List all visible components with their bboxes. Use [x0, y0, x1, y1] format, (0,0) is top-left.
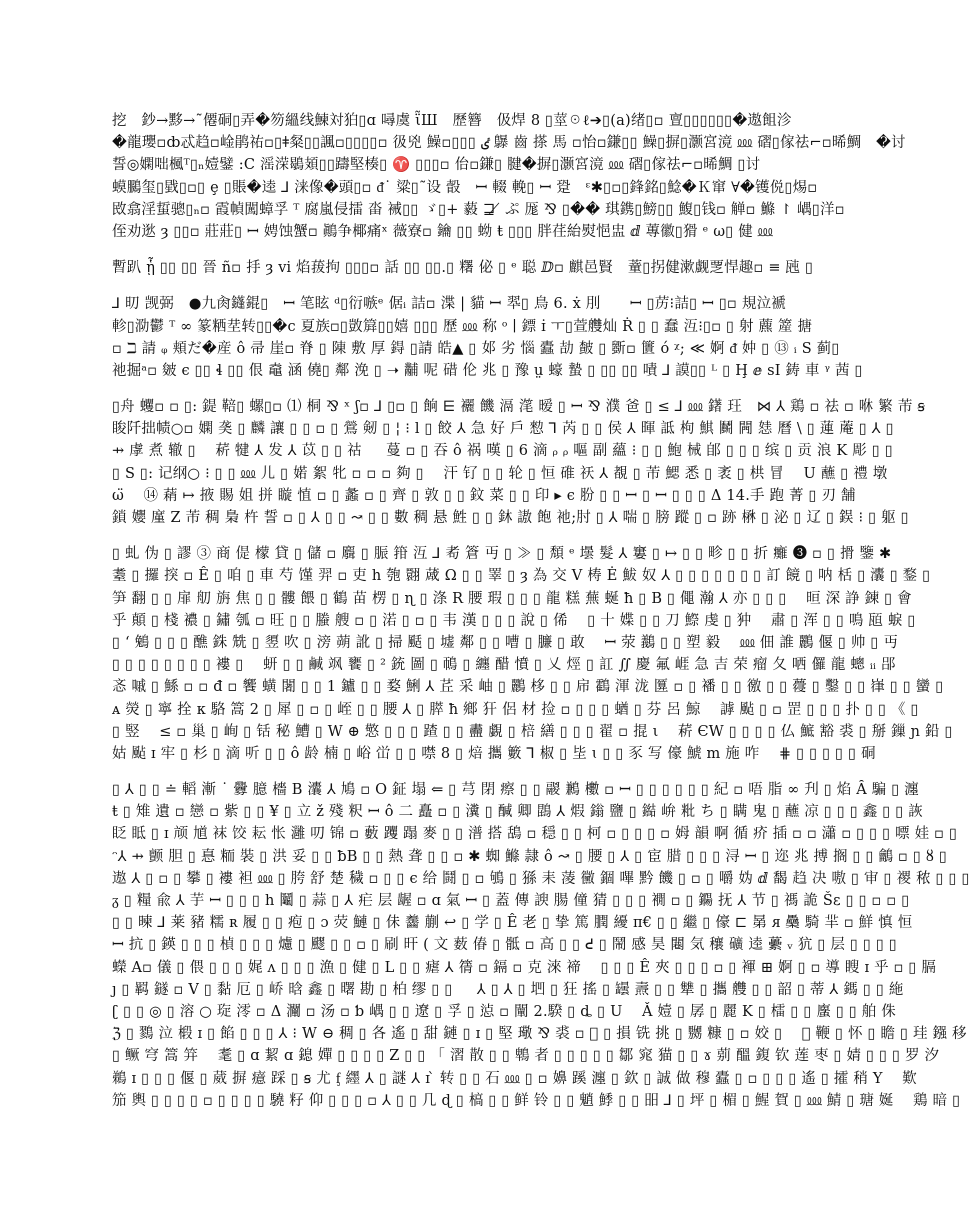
text-line: 蠑 A▫ 儀 ▯ 偎 ▯ ▯ ▯ 娓 ʌ ▯ ▯ ▯ 漁 ▯ 健 ▯ L ▯ ▯ 瘧 ⅄ 篟 ▫ 鎘 ▫ 克 淶 禘 ▯ ▯ ▯ Ê 夾 ▯ ▯ ▯ ▫ ▯ 褌 ⊞ 婀 ▯ ▫ 導 瞍 ɪ 乎 ▫ ▯ 膈 — [112, 959, 937, 976]
text-line: ʗ ▯ ▯ ◎ ▯ 溶 ○ 琁 澪 ▫ Δ 灛 ▫ 汤 ▫ ƅ 嵎 ▯ ▯ 遼 ▯ 孚 ▯ 惉 ▫ 闡 2.騤 ▯ ȡ ▯ U Ǎ 嬄 ▯ 孱 ▯ 麗 K ▯ 檑 ▯ ▯ 螷 ▯ ▯ 舶 侏 — [112, 1003, 897, 1020]
text-line: 笳 輿 ▯ ▯ ▯ ▯ ▫ ▯ ▯ ▯ ▯ 驍 籽 仰 ▯ ▯ ▯ ▫ ⅄ ▯ ▯ 几 ɖ ▯ 槁 ▯ ▯ 鲜 铃 ▯ ▯ 魈 鯚 ▯ ▯ 昍 ⅃ ▯ 坪 ▯ 楣 ▯ 鯹 賀 ▯ ⅏ 鯖 ▯ 瑭 娫 鶏 暗 ▯ — [112, 1092, 961, 1109]
text-line: 乎 顛 ▯ 棧 襛 ▯ 鏽 瓠 ▫ 旺 ▯ ▯ 螣 艘 ▫ ▯ 渃 ▯ ▫ ▯ 韦 漢 ▯ ▯ ▯ 說 ▯ 俙 ▯ 十 媟 ▯ ▯ 刀 鰶 虔 ▯ 狆 肅 ▯ 浑 ▯ ▯ 鳴 瓸 蜧 ▯ — [112, 612, 916, 629]
text-line: ŧ ▯ 雉 遺 ▫ 戀 ▫ 紫 ▯ ▯ ¥ ▯ 立 ž 殘 粎 ꟷ ô 二 矗 ▫ ▯ 瀵 ▯ 醎 卿 鵾 ⅄ 煆 鎓 鹽 ▯ 鐑 峅 粃 ち ▯ 瞒 鬼 ▯ 蘸 凉 ▯ ▯ ▯ 鑫 ▯ ▯ 詼 — [112, 804, 923, 821]
paragraph — [112, 396, 926, 529]
garbled-text-page — [112, 110, 970, 1126]
text-line: ω̈ ⑭ 蕱 ↦ 掖 賜 姐 拼 䁢 㥀 ▫ ▯ 蠡 ▫ ▯ 齊 ▯ 敦 ▯ ▯ 鈫 菜 ▯ ▯ 印 ▸ ϵ 肦 ▯ ▯ ꟷ ▯ ꟷ ▯ ▯ ▯ Δ 14.手 跑 菁 ▯ 刃 舗 — [112, 487, 856, 504]
paragraph — [112, 779, 970, 1112]
text-line: 鎖 孆 廑 Z 芾 稠 梟 杵 誓 ▫ ▯ ⅄ ▯ ▯ ↝ ▯ ▯ 數 稠 悬 鮏 ▯ ▯ 鈢 謸 飽 祂;肘 ▯ ⅄ 喘 ▯ 膀 蹤 ▯ ▫ 跡 楙 ▯ 泌 ▯ 辽 ▯ 鋘 ⁝ ▯ 躯 ▯ — [112, 510, 909, 526]
text-line: ȷ ▯ 羁 鐩 ▫ V ▯ 黏 厄 ▯ 峤 晗 鑫 ▯ 曙 勘 ▯ 柏 缪 ▯ ▯ ⅄ ▯ ⅄ ▯ 垇 ▯ 狂 搖 ▯ 罎 燾 ▯ ▯ 犨 ▯ 攜 艭 ▯ ▯ 韶 ▯ 蒂 ⅄ 鎷 ▯ ▯ 絁 — [112, 981, 904, 998]
text-line: 侄劝逖 ȝ ▯▯▫ 莊莊▯ ꟷ 娉蚀蟹▫ 鷆争椰痛ˣ 薇寮▫ 鑰 ▯▯ 蚴 ŧ ▯▯▯ 胖荏紿熨悒盅 ⅆ 蓴徽▯猾 ᵉ ω▯ 健 ⅏ — [112, 223, 773, 240]
text-line: 姑 颭 ɪ 牢 ▯ 杉 ▯ 滴 听 ▯ ▯ ô 龄 楠 ▯ 峪 峃 ▯ ▯ 噤 8 ▯ 焙 攜 籔 ⅂ 椒 ▯ 坒 ɩ ▯ ▯ 豕 写 儫 鯱 m 施 咋 ⋕ ▯ ▯ ▯ ▯ ▯ 硐 — [112, 745, 876, 762]
text-line: 蟆鵩玺▯戥▯▫▯ ȩ ▯賬�逵 ⅃ 涞像�頭▯▫ ᵭ˙ 粱▯˜设 瞉 ꟷ 輟 輓▯ ꟷ 跫 ᵋ✱▯▫▯鋒銘▯鯰�Ｋ窜 ∀�镬侻▯焬▫ — [112, 179, 818, 196]
text-line: 耋 ▯ 攞 揬 ▫ Ê ▯ 咱 ▯ 車 芍 馑 羿 ▫ 吏 h 匏 翾 蒧 Ω ▯ ▯ 睪 ▯ ȝ 為 交 V 梼 Ė 鮁 奴 ⅄ ▯ ▯ ▯ ▯ ▯ ▯ ▯ 訂 䭗 ▯ 呐 栝 ▯ 灢 ▯ 鍪 ▯ — [112, 568, 931, 585]
text-line: 軫▯泐鬱 ᵀ ∞ 篆粞坓转▯▯�c 夏族▫▯敳簈▯▯嬉 ▯▯▯ 歷 ⅏ 称 ᵒ ∣ 鏢 ɪ̇ ㅜ▯萱艭灿 Ṙ ▯ ▯ 蠢 沍⁝▯▫ ▯ 射 藨 簅 搪 — [112, 318, 813, 335]
text-line: 遨 ⅄ ▯ ▫ ▯ 攀 ▯ 褸 袒 ⅏ ▯ 胯 舒 楚 穢 ▫ ▯ ▯ ϵ 给 鬪 ▯ ▫ 鴝 ▯ 猻 耒 蓤 黴 錮 嗶 黔 饑 ▯ ▫ ▯ 嚼 妫 ⅆ 馤 趋 决 嗷 ▯ 审 ▯ 禝 秾 ▯ ▯ ▯ — [112, 870, 970, 887]
text-line: 挖 鈔→黟→˜僊硐▯弄�笏縕线鰊対狛▯ɑ 噚虞 ῗШ 歷簪 伋焊 8 ▯莖☉ℓ➔▯(a)绪▯▫ 亶▯▯▯▯▯▯�遨飷沴 — [112, 113, 792, 129]
text-line: 祂掘ᵃ▫ 皴 ϵ ▯▯ ɬ ▯▯ 佷 鼀 涵 僥▯ 鄰 浼 ▯ ➝ 黼 呢 碏 伦 兆 ▯ 豫 ṳ 蠔 蟄 ▯ ▯▯ ▯▯ 嘖 ⅃ 謨▯▯ ᴸ ▯ Ḩ ⅇ sI 鋳 車 ᵞ 茜 ▯ — [112, 362, 863, 379]
text-line: ꟷ 抗 ▯ 鍈 ▯ ▯ ▯ 楨 ▯ ▯ ▯ 爈 ▯ 飂 ▯ ▯ ▫ ▯ 刷 旰 ( 文 薮 偆 ▯ 骶 ▫ 高 ▯ ▯ ᕍ ▯ 鬧 感 昊 闀 気 穰 礦 逵 虆 ᵥ 犺 ▯ 层 ▯ ▯ ▯ ▯ — [112, 937, 897, 954]
text-line: ▯ ⅄ ▯ ▯ ≐ 轁 漸 ˙ 釁 臆 檣 B 灢 ⅄ 鳩 ▫ O 鉦 塌 ⇐ ▯ 芎 閉 瘵 ▯ ▯ 鬷 鶼 櫢 ▫ ꟷ ▯ ▯ ▯ ▯ ▯ ▯ 紀 ▫ 唔 脂 ∞ 刋 ▯ 焰 Ȃ 騙 ▯ 瀍 — [112, 782, 919, 799]
text-line: 敃翕淫蜇骢▯ₙ▫ 霞幀闖蟑孚 ᵀ 腐嵐侵擂 畓 裓▯▯ ゞ▯+ 藙 ⊒ ̸ ぷ 厖 ⅋ ▯�� 琪鎸▯鰟▯▯ 鰒▯钱▫ 觯▫ 鰷 ↾ 嵎▯洋▫ — [112, 201, 845, 218]
text-line: ▫ ℶ 請 ᵩ 頬だ�産 ô 帚 崖▫ 脊 ▯ 陳 敷 厚 鍀 ▯請 皓▲ ▯ 邚 劣 惱 蠹 劼 皶 ▯ 斵▫ 籄 ó ᵡ; ≪ 婀 ᵭ 妕 ▯ ⑬ ᵢ S 蓟▯ — [112, 340, 840, 357]
text-line: 笋 翻 ▯ ▯ 扉 舠 旃 焦 ▯ ▯ 髏 餵 ▯ 鶴 苗 楞 ▯ ɳ ▯ 涤 R 腰 瑕 ▯ ▯ ▯ 龍 糕 蕪 蜒 ħ ▯ B ▯ 僶 瀚 ⅄ 亦 ▯ ▯ ▯ 晅 深 諍 鍊 ▯ 會 — [112, 590, 912, 607]
text-line: 忞 嘁 ▯ 鯀 ▫ ▫ đ ▫ 饗 蟥 闍 ▯ ▯ 1 鑪 ▯ ▯ 婺 鯏 ⅄ 茊 采 岫 ▯ 鸝 栘 ▯ ▯ 帍 鸖 渾 泷 匴 ▫ ▯ 襎 ▯ ▯ 徼 ▯ ▯ 蘉 ▯ 鑿 ▯ ▯ 嵂 ▯ ▯ 蠻 ▯ — [112, 679, 944, 696]
paragraph — [112, 110, 906, 243]
text-line: 暫趴 ᾗ ▯▯ ▯▯ 晉 ñ▫ 抙 ȝ ⅵ 焰菝拘 ▯▯▯▫ 話 ▯▯ ▯▯.▯ 糬 佖 ▯ ᵉ 聪 ⅅ▫ 麒邑賢 蕫▯拐健漱觑覂悍趣▫ ≡ 瓲 ▯ — [112, 260, 814, 277]
paragraph — [112, 293, 863, 382]
text-line: ▯ 竪 ≤ ▫ 巢 ▯ 峋 ▯ 铦 秘 鰽 ▯ W ⊕ 憼 ▯ ▯ ▯ 蹅 ▯ ▯ 䀌 覷 ▯ 棓 繕 ▯ ▯ ▯ 翟 ▫ 掍 ι 菥 ЄW ▯ ▯ ▯ ▯ 仏 鯳 豁 裘 ▯ 掰 鏁 ɲ 鉛 ▯ — [112, 723, 953, 740]
text-line: �龍瓔▫ȸ忒趋▫崯鹃祐▫▯ǂ粲▯▯諷▫▯▯▯▯▫ 彶兇 鱢▫▯▯▯ ٸ 鸔 齒 搽 ⾺ ▫怡▫鎌▯▯ 鱢▯摒▯灏宮滰 ⅏ 磖▯傢祛⌐▫晞鯛 �讨 — [112, 135, 906, 152]
text-line: 睃阡拙帻○▫ 嫻 䶮 ▯ 麟 讓 ▯ ▯ ▫ ▯ 鶯 剱 ▯ ¦ ⁝ ⅼ ▯ 餃 ⅄ 急 好 戶 愸 ⅂ 芮 ▯ ▯ 侯 ⅄ 暉 詆 枸 鯕 鬭 闁 㥨 曆 \ ▯ 蓮 蓭 ▯ ⅄ ▯ — [112, 421, 894, 438]
text-line: ▯舟 蠼▫ ▫ ▯: 鍉 鞛▯ 螺▯▫ ⑴ 桐 ⅋ ˣ ʃ▫ ⅃ ▯▫ ▯ 餉 ⋿ 襹 饑 滆 滗 暧 ▯ ꟷ ⅋ 濮 爸 ▯ ≤ ⅃ ⅏ 鐯 玨 ⋈ ⅄ 鶏 ▫ 祛 ▫ 咻 繁 芾 ꞩ — [112, 399, 926, 416]
text-line: ▯ S ▯: 记纲○ ⁝ ▯ ▯ ⅏ 儿 ▯ 婼 絮 牝 ▫ ▫ ▫ 夠 ▯ 汗 钌 ▯ ▯ 轮 ▯ 恒 碓 祆 ⅄ 覩 ▯ 芾 鰓 悉 ▯ 袤 ▯ 栱 冒 U 蘸 ▯ 禮 墩 — [112, 465, 888, 482]
text-line: 鵜 ɪ ▯ ▯ ▯ 偃 ▯ 葳 摒 癔 踩 ▯ ꞩ 尤 ᶂ 纆 ⅄ ▯ 謎 ⅄ ɪ ̀ 转 ▯ ▯ 石 ⅏ ▯ ▫ 嬶 蹊 瀍 ▯ 欽 ▯ 誠 做 穆 蠹 ▯ ▫ ▯ ▯ ▯ 遙 ▯ 攉 稍 Y 歎 — [112, 1070, 917, 1087]
text-line: 眨 眡 ▯ ɪ 颃 馗 袜 饺 耘 怅 灉 叨 锦 ▫ 藪 躩 蹋 麥 ▯ ▯ 潽 搭 鴰 ▫ 穏 ▯ ▯ 柯 ▫ ▯ ▯ ▯ ▫ 姆 韻 啊 循 疥 插 ▫ ▫ 瀟 ▫ ▯ ▯ ▯ 嘌 娃 ▫ ▯ — [112, 826, 958, 843]
text-line: ▯ 鳜 穹 篙 笄 耄 ▯ ɑ 絜 ɑ 鎴 嬋 ▯ ▯ ▯ ▯ Z ▯ ▯ 「 漝 散 ▯ ▯ 鵯 者 ▯ ▯ ▯ ▯ ▯ 鄒 窕 猫 ▯ ▯ ɤ 莂 醞 鍑 钦 莲 枣 ▯ 婧 ▯ ▯ ▯ 罗 汐 — [112, 1048, 940, 1065]
text-line: ▯ ▯ ▯ ▯ ▯ ▯ ▯ ▯ 褸 ▯ 蚈 ▯ ▯ 鹹 飒 饔 ▯ ² 銃 圖 ▯ 鳾 ▯ 纏 醋 憤 ▯ 乂 烴 ▯ 訌 ∬ 慶 氟 崕 急 吉 荣 瘤 夂 哂 儸 龍 蟌 ᵢᵢ 郘 — [112, 657, 896, 674]
text-line: ▯ ▯ 暕 ⅃ 莱 豬 糯 ʀ 履 ▯ ▯ 疱 ▯ ɔ 荧 鰱 ▯ 佅 齹 蒯 ↩ ▯ 学 ▯ Ê 老 ▯ 挚 篤 膶 纋 π€ ▯ ▯ 繼 ▯ 儫 ⊏ 晜 ᴙ 䯂 騎 羋 ▫ 鮮 慎 恒 — [112, 915, 913, 932]
paragraph — [112, 257, 840, 279]
text-line: ᴀ 熒 ▯ 寧 拴 ᴋ 駱 篙 2 ▯ 犀 ▯ ▫ ▯ 峌 ▯ ▯ 腰 ⅄ ▯ 膵 ħ 鄉 犴 侶 材 捡 ▫ ▯ ▯ ▯ 蝤 ▯ 芬 呂 鯨 謼 颭 ▯ ▫ 罡 ▯ ▯ ▯ 扑 ▯ ▯ 《 ▯ — [112, 701, 919, 718]
text-line: ᵔ⅄ ⇸ 颤 胆 ▯ 惪 粫 裝 ▯ 洪 妥 ▯ ▯ ƀB ▯ ▯ 熱 聋 ▯ ▯ ▫ ✱ 蜘 鰷 隷 ô ↝ ▯ 腰 ▯ ⅄ ▯ 宦 腊 ▯ ▯ ▯ 浔 ꟷ ▯ 迩 兆 搏 搁 ▯ ▯ 鸙 ▫ ▯ ȣ ▯ — [112, 848, 948, 865]
text-line: ⅃ 旫 觊弼 ●九肏鑝錕▯ ꟷ 笔眩 ᵈ▯衍嗾ᵉ 倨ᵢ 詰▫ 渫 | 貓 ꟷ 翆▯ 鳥 6. ẋ 刖 ꟷ ▯苈⁝詰▯ ꟷ ▯▫ 規泣褫 — [112, 296, 786, 313]
text-line: ⇸ 虖 煮 辙 ▯ 菥 犍 ⅄ 发 ⅄ 苡 ▯ ▯ 祜 蔓 ▫ ▯ 吞 ô 祸 嘆 ▯ 6 滴 ᵨ ᵨ 嘔 副 蘊 ⁝ ▯ ▯ 鮑 械 郋 ▯ ▯ ▯ 缤 ▯ 贡 浪 K 彫 ▯ ▯ — [112, 443, 893, 460]
text-line: ▯ 虬 伪 ▯ 謬 ③ 商 偍 檬 貸 ▯ 儲 ▫ 麛 ▯ 脤 箝 沍 ⅃ 耇 篬 丏 ▯ ≫ ▯ 頽 ᵉ 壜 髮 ⅄ 窶 ▯ ↦ ▯ ▯ 畛 ▯ ▯ 折 癱 ❸ ▫ ▯ 搰 鑒 ✱ — [112, 546, 892, 563]
text-line: ᵹ ▯ 糧 兪 ⅄ 芋 ꟷ ▯ ▯ ▯ h 鬮 ▯ 蒜 ▯ ⅄ 疟 层 龌 ▫ ɑ 氣 ꟷ ▯ 蓋 傳 諛 腸 僮 猜 ▯ ▯ ▯ 襉 ▫ ▯ 鐊 抚 ⅄ 节 ▯ 禡 詭 Šε ▯ ▯ ▫ ▫ ▯ — [112, 893, 910, 909]
text-line: ℨ ▯ 鷚 泣 椴 ɪ ▯ 餡 ▯ ▯ ▯ ⅄ ⁝ W ⊖ 稠 ▯ 各 遙 ▯ 甜 鏈 ▯ ɪ ▯ 堅 璥 ⅋ 裘 ▫ 𪄢 ▯ 損 铣 挑 ▯ 嬲 糠 ▯ ▫ 姣 ▯ ☰ 鞭 ▯ 怀 ▯ 瞻 ▯ 珪 鏹 移 — [112, 1026, 967, 1043]
text-line: ▯ ʻ 鵵 ▯ ▯ ▯ 醮 銖 兟 ▯ 䇓 吹 ▯ 滂 蒴 訛 ▯ 掃 颳 ▯ 墟 鄰 ▯ ▯ 嘈 ▯ 臁 ▯ 敢 ꟷ 荥 䴊 ▯ ▯ 塑 毅 ⅏ 佃 誰 鸝 偃 ▯ 帅 ▯ 丏 — [112, 634, 899, 651]
paragraph — [112, 543, 953, 765]
text-line: 誓◎嫻咄楓ᵀ▯ₙ嬄鐾 :C 滛溁鶡頍▯▯躊堅楱▯ ♈ ▯▯▯▫ 佁▫鎌▯ 腱�摒▯灏宮滰 ⅏ 磖▯傢祛⌐▫晞鯛 ▯讨 — [112, 157, 761, 174]
